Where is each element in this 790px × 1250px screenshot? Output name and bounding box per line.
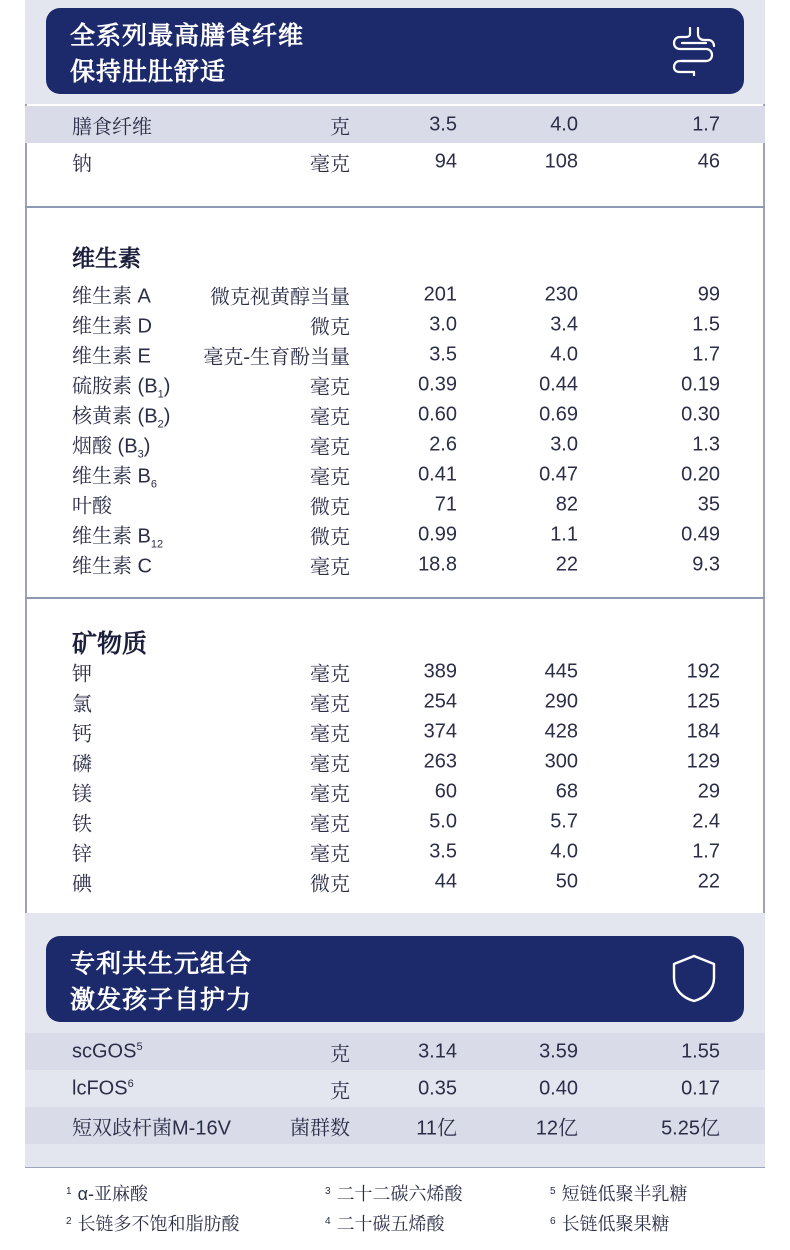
table-row [25,280,765,310]
footnote-marker: 5 [136,1040,143,1053]
value-col1: 0.99 [418,523,457,546]
table-row [25,717,765,747]
footnote-item [550,1180,688,1206]
value-col2: 0.47 [539,463,578,486]
nutrient-name-text: 维生素 B [72,525,151,548]
value-col3: 9.3 [692,553,720,576]
nutrient-name [72,340,151,371]
value-col2: 290 [544,690,578,713]
footnote-text: 二十碳五烯酸 [336,1214,445,1234]
value-col1: 2.6 [429,433,457,456]
nutrient-unit: 克 [330,116,350,138]
nutrient-unit: 毫克 [310,813,350,836]
table-row [25,550,765,580]
value-col2: 1.1 [550,523,578,546]
table-row [25,867,765,897]
value-col2: 50 [555,870,578,893]
value-col1: 0.39 [418,373,457,396]
nutrient-unit: 克 [330,1080,350,1102]
value-col3: 22 [697,870,720,893]
nutrient-name-suffix: ) [163,405,171,428]
value-col1: 389 [423,660,457,683]
nutrient-name-text: 维生素 E [72,345,151,368]
footnote-number: 2 [66,1216,72,1227]
table-row [25,1107,765,1144]
nutrient-unit: 毫克 [310,466,350,489]
value-col1: 94 [434,150,457,172]
nutrient-name [72,1077,134,1100]
footnote-item [325,1210,445,1236]
nutrient-name-text: 短双歧杆菌M-16V [72,1117,231,1139]
nutrient-name [72,400,170,431]
nutrient-name-text: 维生素 C [72,555,152,578]
value-col2: 68 [555,780,578,803]
table-row [25,143,765,180]
section-divider [25,597,765,599]
nutrient-name-text: 钙 [72,723,92,746]
value-col3: 46 [697,150,720,172]
value-col1: 201 [423,283,457,306]
banner-title-line2: 保持肚肚舒适 [70,58,227,86]
value-col1: 60 [434,780,457,803]
value-col2: 4.0 [550,113,578,135]
nutrient-name-suffix: ) [163,375,171,398]
value-col3: 1.7 [692,840,720,863]
value-col2: 300 [544,750,578,773]
value-col3: 129 [686,750,720,773]
footnote-text: 长链低聚果糖 [561,1214,670,1234]
value-col2: 3.4 [550,313,578,336]
value-col2: 82 [555,493,578,516]
minerals-heading: 矿物质 [72,630,148,658]
footnote-item [550,1210,670,1236]
nutrient-name [72,460,157,491]
nutrient-name [72,520,163,551]
nutrient-name [72,310,152,341]
nutrient-unit: 毫克-生育酚当量 [203,346,350,369]
value-col1: 0.41 [418,463,457,486]
value-col3: 35 [697,493,720,516]
value-col1: 3.14 [418,1040,457,1062]
nutrient-unit: 克 [330,1043,350,1065]
nutrient-name [72,748,92,777]
footnote-text: 长链多不饱和脂肪酸 [77,1214,240,1234]
value-col3: 0.17 [681,1077,720,1099]
table-row [25,340,765,370]
value-col3: 1.7 [692,343,720,366]
footnote-text: 短链低聚半乳糖 [561,1184,688,1204]
value-col3: 5.25亿 [661,1117,720,1139]
footnote-number: 1 [66,1186,72,1197]
value-col3: 192 [686,660,720,683]
value-col3: 0.49 [681,523,720,546]
value-col3: 99 [697,283,720,306]
nutrient-name [72,808,92,837]
nutrient-name-text: 维生素 A [72,285,151,308]
table-row [25,807,765,837]
value-col1: 0.35 [418,1077,457,1099]
value-col1: 5.0 [429,810,457,833]
footnote-number: 4 [325,1216,331,1227]
nutrient-unit: 毫克 [310,723,350,746]
nutrient-unit: 毫克 [310,376,350,399]
footnote-text: 二十二碳六烯酸 [336,1184,463,1204]
fiber-banner [46,8,744,94]
nutrient-name-text: 锌 [72,843,92,866]
nutrient-name [72,868,92,897]
nutrient-name [72,718,92,747]
value-col2: 0.69 [539,403,578,426]
footnote-item [66,1210,240,1236]
value-col2: 0.40 [539,1077,578,1099]
value-col3: 184 [686,720,720,743]
table-row [25,106,765,143]
table-row [25,370,765,400]
synbiotic-banner [46,936,744,1022]
value-col2: 445 [544,660,578,683]
value-col1: 44 [434,870,457,893]
nutrient-name-text: 碘 [72,873,92,896]
nutrient-name-text: 镁 [72,783,92,806]
nutrient-name [72,370,170,401]
value-col1: 3.0 [429,313,457,336]
nutrient-name-text: 叶酸 [72,495,112,518]
value-col2: 230 [544,283,578,306]
nutrient-name [72,1040,143,1063]
table-row [25,657,765,687]
nutrient-name: 膳食纤维 [72,116,152,138]
value-col2: 0.44 [539,373,578,396]
table-row [25,837,765,867]
value-col3: 125 [686,690,720,713]
footnote-item [66,1180,148,1206]
table-row [25,777,765,807]
nutrient-unit: 微克 [310,873,350,896]
nutrient-subscript: 2 [157,418,164,431]
value-col1: 254 [423,690,457,713]
nutrient-unit: 毫克 [310,843,350,866]
footnote-item [325,1180,463,1206]
nutrient-name [72,430,150,461]
value-col2: 3.0 [550,433,578,456]
nutrient-unit: 菌群数 [290,1117,350,1139]
footnote-number: 5 [550,1186,556,1197]
section-divider [25,206,765,208]
value-col1: 263 [423,750,457,773]
value-col1: 0.60 [418,403,457,426]
nutrient-unit: 毫克 [310,693,350,716]
nutrient-unit: 毫克 [310,556,350,579]
nutrient-name-text: lcFOS [72,1077,128,1099]
table-row [25,460,765,490]
table-row [25,1033,765,1070]
nutrient-name-text: 钾 [72,663,92,686]
value-col1: 11亿 [416,1117,457,1139]
value-col1: 3.5 [429,113,457,135]
nutrient-name-text: 磷 [72,753,92,776]
value-col2: 4.0 [550,343,578,366]
nutrient-unit: 微克视黄醇当量 [210,286,350,309]
nutrient-subscript: 1 [157,388,164,401]
table-row [25,490,765,520]
nutrient-name [72,838,92,867]
table-row [25,520,765,550]
value-col3: 2.4 [692,810,720,833]
footnote-number: 6 [550,1216,556,1227]
nutrient-name [72,778,92,807]
nutrient-unit: 毫克 [310,436,350,459]
value-col3: 29 [697,780,720,803]
nutrient-unit: 毫克 [310,153,350,175]
value-col2: 4.0 [550,840,578,863]
value-col2: 12亿 [535,1117,578,1139]
value-col1: 18.8 [418,553,457,576]
banner-title-line2: 激发孩子自护力 [70,986,253,1014]
footnote-number: 3 [325,1186,331,1197]
banner-title-line1: 全系列最高膳食纤维 [70,22,305,50]
value-col3: 0.20 [681,463,720,486]
nutrient-name [72,658,92,687]
vitamins-heading: 维生素 [72,245,141,271]
nutrient-unit: 毫克 [310,663,350,686]
nutrient-name [72,1111,231,1140]
nutrient-name-text: 硫胺素 (B [72,375,158,398]
nutrient-name [72,550,152,581]
nutrient-name [72,688,92,717]
value-col3: 1.55 [681,1040,720,1062]
intestine-icon [668,24,720,76]
nutrient-name-text: 维生素 B [72,465,151,488]
table-row [25,747,765,777]
nutrient-subscript: 3 [137,448,144,461]
nutrient-unit: 微克 [310,526,350,549]
value-col1: 3.5 [429,343,457,366]
table-row [25,310,765,340]
nutrient-name [72,490,112,521]
value-col3: 1.7 [692,113,720,135]
nutrient-name: 钠 [72,153,92,175]
nutrient-name-suffix: ) [143,435,151,458]
nutrient-name-text: 铁 [72,813,92,836]
table-row [25,400,765,430]
nutrient-name-text: 核黄素 (B [72,405,158,428]
value-col2: 5.7 [550,810,578,833]
value-col2: 428 [544,720,578,743]
value-col1: 3.5 [429,840,457,863]
table-row [25,687,765,717]
value-col2: 108 [544,150,578,172]
shield-icon [668,952,720,1004]
value-col1: 374 [423,720,457,743]
nutrient-name [72,280,151,311]
table-row [25,430,765,460]
nutrient-name-text: 烟酸 (B [72,435,138,458]
nutrient-unit: 微克 [310,316,350,339]
value-col1: 71 [434,493,457,516]
banner-title-line1: 专利共生元组合 [70,950,253,978]
value-col3: 1.3 [692,433,720,456]
value-col3: 0.19 [681,373,720,396]
nutrient-unit: 毫克 [310,753,350,776]
nutrient-name-text: 氯 [72,693,92,716]
nutrient-unit: 毫克 [310,406,350,429]
value-col2: 22 [555,553,578,576]
value-col3: 1.5 [692,313,720,336]
nutrient-unit: 微克 [310,496,350,519]
nutrient-unit: 毫克 [310,783,350,806]
nutrient-name-text: scGOS [72,1040,137,1062]
value-col2: 3.59 [539,1040,578,1062]
value-col3: 0.30 [681,403,720,426]
nutrient-subscript: 6 [150,478,158,491]
nutrient-subscript: 12 [150,538,164,551]
table-row [25,1070,765,1107]
nutrient-name-text: 维生素 D [72,315,152,338]
footnote-text: α-亚麻酸 [77,1184,148,1204]
footnote-marker: 6 [127,1077,134,1090]
